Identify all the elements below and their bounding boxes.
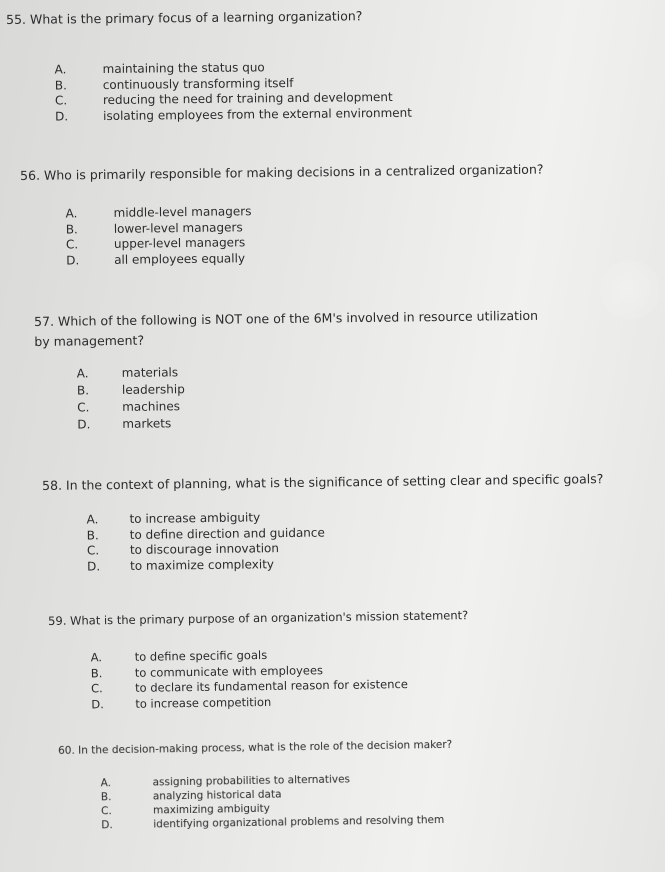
question-text: 58. In the context of planning, what is the significance of setting clear and specific goals? bbox=[42, 471, 604, 493]
option-text: reducing the need for training and development bbox=[102, 89, 393, 107]
option-text: to increase competition bbox=[135, 694, 272, 711]
option-letter: A. bbox=[100, 777, 112, 790]
option-text: middle-level managers bbox=[113, 204, 252, 220]
option-letter: C. bbox=[65, 237, 79, 252]
option-letter: B. bbox=[54, 77, 67, 92]
option-letter: C. bbox=[90, 681, 103, 696]
option-letter: A. bbox=[54, 62, 67, 77]
option-text: to discourage innovation bbox=[129, 541, 280, 557]
question-55 bbox=[6, 6, 412, 125]
option-letter: B. bbox=[76, 383, 90, 398]
option-text: analyzing historical data bbox=[152, 788, 282, 803]
option-text: markets bbox=[122, 416, 172, 431]
answer-options bbox=[77, 360, 556, 434]
option-letter: A. bbox=[65, 206, 78, 221]
option-letter: B. bbox=[65, 221, 78, 236]
answer-options bbox=[55, 59, 412, 125]
option-letter: D. bbox=[77, 417, 91, 432]
option-text: assigning probabilities to alternatives bbox=[152, 773, 351, 789]
option-text: materials bbox=[121, 365, 179, 380]
question-57 bbox=[34, 306, 555, 434]
option-text: isolating employees from the external environment bbox=[103, 105, 413, 123]
answer-options bbox=[65, 201, 544, 269]
question-60 bbox=[58, 736, 454, 833]
question-text: 57. Which of the following is NOT one of the 6M's involved in resource utilization by management? bbox=[34, 307, 539, 349]
answer-options bbox=[101, 771, 454, 833]
question-text: 55. What is the primary focus of a learning organization? bbox=[6, 8, 363, 27]
question-text: 56. Who is primarily responsible for making decisions in a centralized organization? bbox=[20, 161, 544, 183]
option-letter: A. bbox=[76, 366, 89, 381]
option-letter: D. bbox=[66, 252, 80, 267]
option-letter: C. bbox=[101, 805, 112, 818]
option-letter: C. bbox=[86, 543, 100, 558]
option-letter: D. bbox=[87, 558, 101, 573]
option-letter: D. bbox=[101, 819, 113, 832]
question-text: 59. What is the primary purpose of an organization's mission statement? bbox=[48, 608, 469, 628]
screen-glare bbox=[600, 260, 660, 320]
option-text: to maximize complexity bbox=[130, 556, 275, 573]
option-text: maximizing ambiguity bbox=[152, 802, 271, 817]
option-letter: A. bbox=[86, 512, 99, 527]
option-text: identifying organizational problems and resolving them bbox=[153, 813, 445, 831]
option-text: to define direction and guidance bbox=[129, 525, 325, 542]
option-text: lower-level managers bbox=[113, 219, 243, 236]
option-letter: B. bbox=[90, 665, 103, 680]
option-letter: C. bbox=[77, 400, 90, 415]
option-text: maintaining the status quo bbox=[102, 60, 265, 76]
answer-options bbox=[86, 506, 604, 574]
option-text: continuously transforming itself bbox=[102, 75, 294, 92]
option-text: leadership bbox=[121, 382, 185, 397]
option-letter: D. bbox=[91, 696, 104, 711]
question-56 bbox=[20, 160, 545, 269]
option-text: upper-level managers bbox=[113, 235, 246, 251]
option-d bbox=[55, 105, 412, 124]
option-letter: A. bbox=[90, 650, 103, 665]
option-text: to increase ambiguity bbox=[129, 510, 261, 526]
answer-options bbox=[91, 645, 470, 712]
option-letter: B. bbox=[86, 527, 99, 542]
option-text: to declare its fundamental reason for existence bbox=[134, 676, 408, 695]
option-text: to communicate with employees bbox=[134, 662, 324, 680]
option-letter: C. bbox=[54, 93, 68, 108]
option-letter: B. bbox=[100, 791, 112, 804]
question-58 bbox=[42, 469, 604, 575]
option-text: to define specific goals bbox=[134, 647, 268, 664]
option-letter: D. bbox=[55, 108, 69, 123]
question-text: 60. In the decision-making process, what is the role of the decision maker? bbox=[58, 738, 453, 757]
option-text: all employees equally bbox=[114, 250, 246, 267]
option-text: machines bbox=[122, 399, 181, 414]
question-59 bbox=[48, 606, 470, 713]
